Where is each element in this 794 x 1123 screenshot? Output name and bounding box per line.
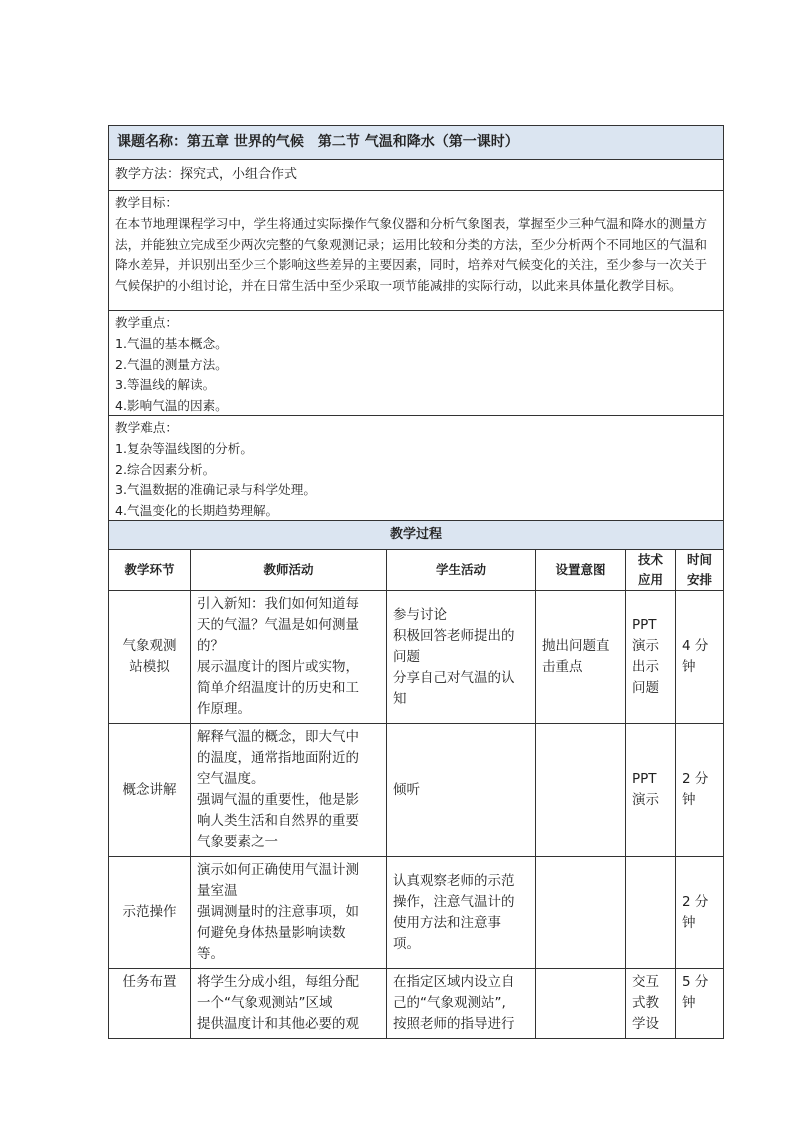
student-activity-cell [387, 969, 536, 1039]
header-stage: 教学环节 [109, 550, 191, 591]
intent-cell [536, 969, 626, 1039]
teaching-method-cell [109, 160, 724, 191]
cell-line: 交互 [632, 974, 659, 990]
process-title-cell [109, 521, 724, 550]
stage-cell [109, 724, 191, 857]
cell-line: 按照老师的指导进行 [393, 1016, 515, 1032]
header-intent: 设置意图 [536, 550, 626, 591]
cell-line: 出示 [632, 659, 659, 675]
objectives-label: 教学目标： [115, 195, 178, 210]
objectives-text: 在本节地理课程学习中，学生将通过实际操作气象仪器和分析气象图表，掌握至少三种气温和降水的测量方法，并能独立完成至少两次完整的气象观测记录；运用比较和分类的方法，至少分析两个不同地区的气温和降水差异，并识别出至少三个影响这些差异的主要因素，同时，培养对气候变化的关注，至少参与一次关于气候保护的小组讨论，并在日常生活中至少采取一项节能减排的实际行动，以此来具体量化教学目标。 [115, 215, 707, 294]
cell-line: 项。 [393, 935, 420, 952]
difficulty-item: 2.综合因素分析。 [115, 461, 216, 477]
cell-line: 等。 [197, 946, 224, 962]
cell-line: 引入新知：我们如何知道每 [197, 596, 359, 612]
key-point-item: 3.等温线的解读。 [115, 377, 216, 393]
time-cell [676, 591, 724, 724]
cell-line: 问题 [393, 648, 420, 665]
teaching-method: 教学方法：探究式，小组合作式 [115, 167, 298, 182]
tech-cell [626, 724, 676, 857]
cell-line: 钟 [682, 792, 696, 808]
cell-line: 问题 [632, 680, 659, 696]
student-activity-cell [387, 591, 536, 724]
cell-line: 操作，注意气温计的 [393, 893, 515, 910]
difficulties-cell [109, 416, 724, 521]
cell-line: 分享自己对气温的认 [393, 669, 515, 686]
difficulties [109, 416, 723, 520]
cell-line: 强调测量时的注意事项，如 [197, 904, 359, 920]
cell-line: 钟 [682, 995, 696, 1011]
cell-line: 响人类生活和自然界的重要 [197, 813, 359, 829]
process-row [109, 969, 724, 1039]
cell-line: 展示温度计的图片或实物， [197, 659, 359, 675]
lesson-plan-table [108, 125, 724, 1039]
teacher-activity-cell [191, 969, 387, 1039]
cell-line: 强调气温的重要性，他是影 [197, 792, 359, 808]
student-activity-cell [387, 724, 536, 857]
cell-line: 作原理。 [197, 701, 251, 717]
cell-line: 学设 [632, 1016, 659, 1032]
cell-line: 钟 [682, 914, 696, 931]
cell-line: 己的“气象观测站”, [393, 995, 506, 1011]
teacher-activity-cell [191, 857, 387, 969]
stage-cell [109, 969, 191, 1039]
cell-line: 5 分 [682, 974, 709, 990]
cell-line: 任务布置 [122, 974, 177, 990]
cell-line: 演示 [632, 638, 659, 654]
key-point-item: 2.气温的测量方法。 [115, 356, 228, 372]
cell-line: 站模拟 [129, 659, 170, 675]
cell-line: 量室温 [197, 883, 238, 899]
cell-line: 气象要素之一 [197, 834, 278, 850]
difficulty-item: 3.气温数据的准确记录与科学处理。 [115, 482, 316, 498]
cell-line: 气象观测 [122, 638, 177, 654]
cell-line: 的？ [197, 638, 224, 654]
cell-line: 2 分 [682, 771, 709, 787]
key-points-label: 教学重点： [115, 315, 178, 330]
key-point-item: 4.影响气温的因素。 [115, 398, 228, 414]
key-points-cell [109, 311, 724, 416]
cell-line: 式教 [632, 995, 659, 1011]
cell-line: 2 分 [682, 893, 709, 910]
cell-line: 示范操作 [122, 904, 177, 920]
time-cell [676, 857, 724, 969]
cell-line: 解释气温的概念，即大气中 [197, 729, 359, 745]
process-row [109, 857, 724, 969]
process-row [109, 591, 724, 724]
cell-line: 抛出问题直 [542, 638, 610, 654]
header-student: 学生活动 [387, 550, 536, 591]
tech-cell [626, 969, 676, 1039]
cell-line: 击重点 [542, 659, 583, 675]
cell-line: 一个“气象观测站”区域 [197, 995, 333, 1011]
cell-line: 4 分 [682, 638, 709, 654]
cell-line: 使用方法和注意事 [393, 914, 501, 931]
cell-line: 空气温度。 [197, 771, 265, 787]
tech-cell [626, 591, 676, 724]
difficulty-item: 1.复杂等温线图的分析。 [115, 440, 253, 456]
cell-line: 将学生分成小组，每组分配 [197, 974, 359, 990]
time-cell [676, 969, 724, 1039]
time-cell [676, 724, 724, 857]
key-point-item: 1.气温的基本概念。 [115, 335, 228, 351]
cell-line: 知 [393, 690, 407, 707]
cell-line: 在指定区域内设立自 [393, 974, 515, 990]
cell-line: 演示 [632, 792, 659, 808]
cell-line: 认真观察老师的示范 [393, 872, 515, 889]
cell-line: 提供温度计和其他必要的观 [197, 1016, 359, 1032]
header-teacher: 教师活动 [191, 550, 387, 591]
cell-line: 钟 [682, 659, 696, 675]
difficulties-label: 教学难点： [115, 420, 178, 435]
key-points [109, 311, 723, 415]
cell-line: 倾听 [393, 781, 420, 798]
process-title: 教学过程 [109, 521, 723, 549]
teacher-activity-cell [191, 591, 387, 724]
cell-line: 概念讲解 [122, 781, 177, 798]
cell-line: 的温度，通常指地面附近的 [197, 750, 359, 766]
tech-cell [626, 857, 676, 969]
cell-line: 参与讨论 [393, 606, 447, 623]
lesson-plan-document [108, 125, 723, 1039]
intent-cell [536, 724, 626, 857]
header-time: 时间 安排 [676, 550, 724, 591]
process-row [109, 724, 724, 857]
cell-line: 天的气温？气温是如何测量 [197, 617, 359, 633]
cell-line: 演示如何正确使用气温计测 [197, 862, 359, 878]
objectives-cell [109, 191, 724, 311]
cell-line: 积极回答老师提出的 [393, 627, 515, 644]
teacher-activity-cell [191, 724, 387, 857]
cell-line: 何避免身体热量影响读数 [197, 925, 346, 941]
cell-line: PPT [632, 771, 657, 787]
lesson-title: 课题名称：第五章 世界的气候 第二节 气温和降水（第一课时） [117, 134, 519, 150]
student-activity-cell [387, 857, 536, 969]
stage-cell [109, 591, 191, 724]
header-tech: 技术 应用 [626, 550, 676, 591]
process-rows [109, 591, 724, 1039]
cell-line: 简单介绍温度计的历史和工 [197, 680, 359, 696]
difficulty-item: 4.气温变化的长期趋势理解。 [115, 503, 279, 519]
process-header-row [109, 550, 724, 591]
stage-cell [109, 857, 191, 969]
cell-line: PPT [632, 617, 657, 633]
lesson-title-cell [109, 126, 724, 160]
intent-cell [536, 857, 626, 969]
intent-cell [536, 591, 626, 724]
